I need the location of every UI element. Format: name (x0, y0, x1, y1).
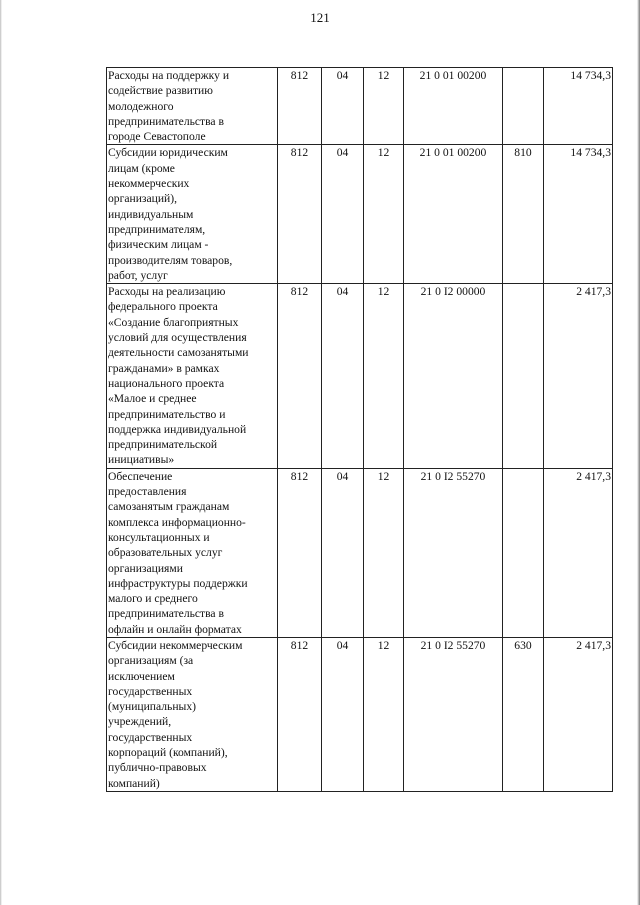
item-name-line: малого и среднего (108, 592, 198, 606)
item-name-line: предоставления (108, 485, 187, 499)
section-code-cell: 04 (322, 68, 364, 145)
item-name-cell (107, 637, 278, 791)
subsection-code-cell: 12 (364, 68, 404, 145)
subsection-code-cell: 12 (364, 468, 404, 637)
section-code-cell: 04 (322, 284, 364, 469)
item-name-line: предпринимателям, (108, 222, 206, 236)
ministry-code-cell: 812 (278, 637, 322, 791)
target-article-cell: 21 0 I2 55270 (404, 468, 503, 637)
amount-cell: 2 417,3 (544, 284, 613, 469)
section-code-cell: 04 (322, 637, 364, 791)
subsection-code-cell: 12 (364, 284, 404, 469)
table-body (107, 68, 613, 792)
amount-cell: 14 734,3 (544, 145, 613, 284)
item-name-line: Субсидии юридическим (108, 146, 228, 160)
expense-type-cell (503, 468, 544, 637)
item-name-line: Обеспечение (108, 469, 173, 483)
item-name-line: Расходы на поддержку и (108, 69, 230, 82)
item-name-line: «Создание благоприятных (108, 315, 239, 329)
item-name-line: предпринимательство и (108, 407, 226, 421)
item-name-cell (107, 68, 278, 145)
table-row (107, 637, 613, 791)
scan-edge-left (0, 0, 2, 905)
item-name-line: работ, услуг (108, 268, 168, 282)
item-name-line: «Малое и среднее (108, 392, 197, 406)
ministry-code-cell: 812 (278, 145, 322, 284)
ministry-code-cell: 812 (278, 468, 322, 637)
item-name-line: учреждений, (108, 715, 172, 729)
item-name-line: предпринимательства в (108, 114, 224, 128)
item-name-line: публично-правовых (108, 761, 207, 775)
item-name-line: консультационных и (108, 530, 210, 544)
item-name-line: городе Севастополе (108, 130, 206, 144)
item-name-line: самозанятым гражданам (108, 500, 230, 514)
item-name-line: организаций), (108, 192, 178, 206)
amount-cell: 2 417,3 (544, 468, 613, 637)
item-name-line: деятельности самозанятыми (108, 346, 249, 360)
item-name-line: офлайн и онлайн форматах (108, 622, 242, 636)
item-name-line: предпринимательской (108, 438, 218, 452)
item-name-line: федерального проекта (108, 300, 218, 314)
item-name-line: государственных (108, 730, 193, 744)
item-name-line: организациями (108, 561, 183, 575)
expense-type-cell (503, 284, 544, 469)
item-name-line: (муниципальных) (108, 700, 196, 714)
ministry-code-cell: 812 (278, 284, 322, 469)
budget-table (106, 67, 613, 792)
section-code-cell: 04 (322, 468, 364, 637)
expense-type-cell (503, 68, 544, 145)
item-name-cell (107, 468, 278, 637)
item-name-cell (107, 145, 278, 284)
item-name-line: молодежного (108, 99, 174, 113)
item-name-line: исключением (108, 669, 175, 683)
item-name-line: лицам (кроме (108, 161, 175, 175)
ministry-code-cell: 812 (278, 68, 322, 145)
table-row (107, 145, 613, 284)
target-article-cell: 21 0 01 00200 (404, 145, 503, 284)
item-name-line: инфраструктуры поддержки (108, 576, 248, 590)
section-code-cell: 04 (322, 145, 364, 284)
table-row (107, 68, 613, 145)
item-name-line: национального проекта (108, 376, 225, 390)
item-name-line: организациям (за (108, 654, 194, 668)
table-row (107, 468, 613, 637)
amount-cell: 14 734,3 (544, 68, 613, 145)
item-name-line: Расходы на реализацию (108, 285, 226, 299)
page-number: 121 (310, 10, 330, 25)
item-name-line: корпораций (компаний), (108, 746, 228, 760)
item-name-line: условий для осуществления (108, 331, 247, 345)
subsection-code-cell: 12 (364, 637, 404, 791)
item-name-line: инициативы» (108, 453, 175, 467)
target-article-cell: 21 0 01 00200 (404, 68, 503, 145)
item-name-line: образовательных услуг (108, 546, 223, 560)
item-name-line: гражданами» в рамках (108, 361, 220, 375)
item-name-line: некоммерческих (108, 177, 190, 191)
item-name-line: комплекса информационно- (108, 515, 246, 529)
subsection-code-cell: 12 (364, 145, 404, 284)
item-name-line: поддержка индивидуальной (108, 422, 247, 436)
target-article-cell: 21 0 I2 55270 (404, 637, 503, 791)
item-name-line: Субсидии некоммерческим (108, 638, 243, 652)
item-name-line: индивидуальным (108, 207, 194, 221)
amount-cell: 2 417,3 (544, 637, 613, 791)
target-article-cell: 21 0 I2 00000 (404, 284, 503, 469)
item-name-line: содействие развитию (108, 84, 213, 98)
item-name-line: государственных (108, 684, 193, 698)
expense-type-cell: 810 (503, 145, 544, 284)
item-name-cell (107, 284, 278, 469)
item-name-line: производителям товаров, (108, 253, 233, 267)
item-name-line: компаний) (108, 776, 160, 790)
table-row (107, 284, 613, 469)
item-name-line: физическим лицам - (108, 238, 209, 252)
item-name-line: предпринимательства в (108, 607, 224, 621)
expense-type-cell: 630 (503, 637, 544, 791)
